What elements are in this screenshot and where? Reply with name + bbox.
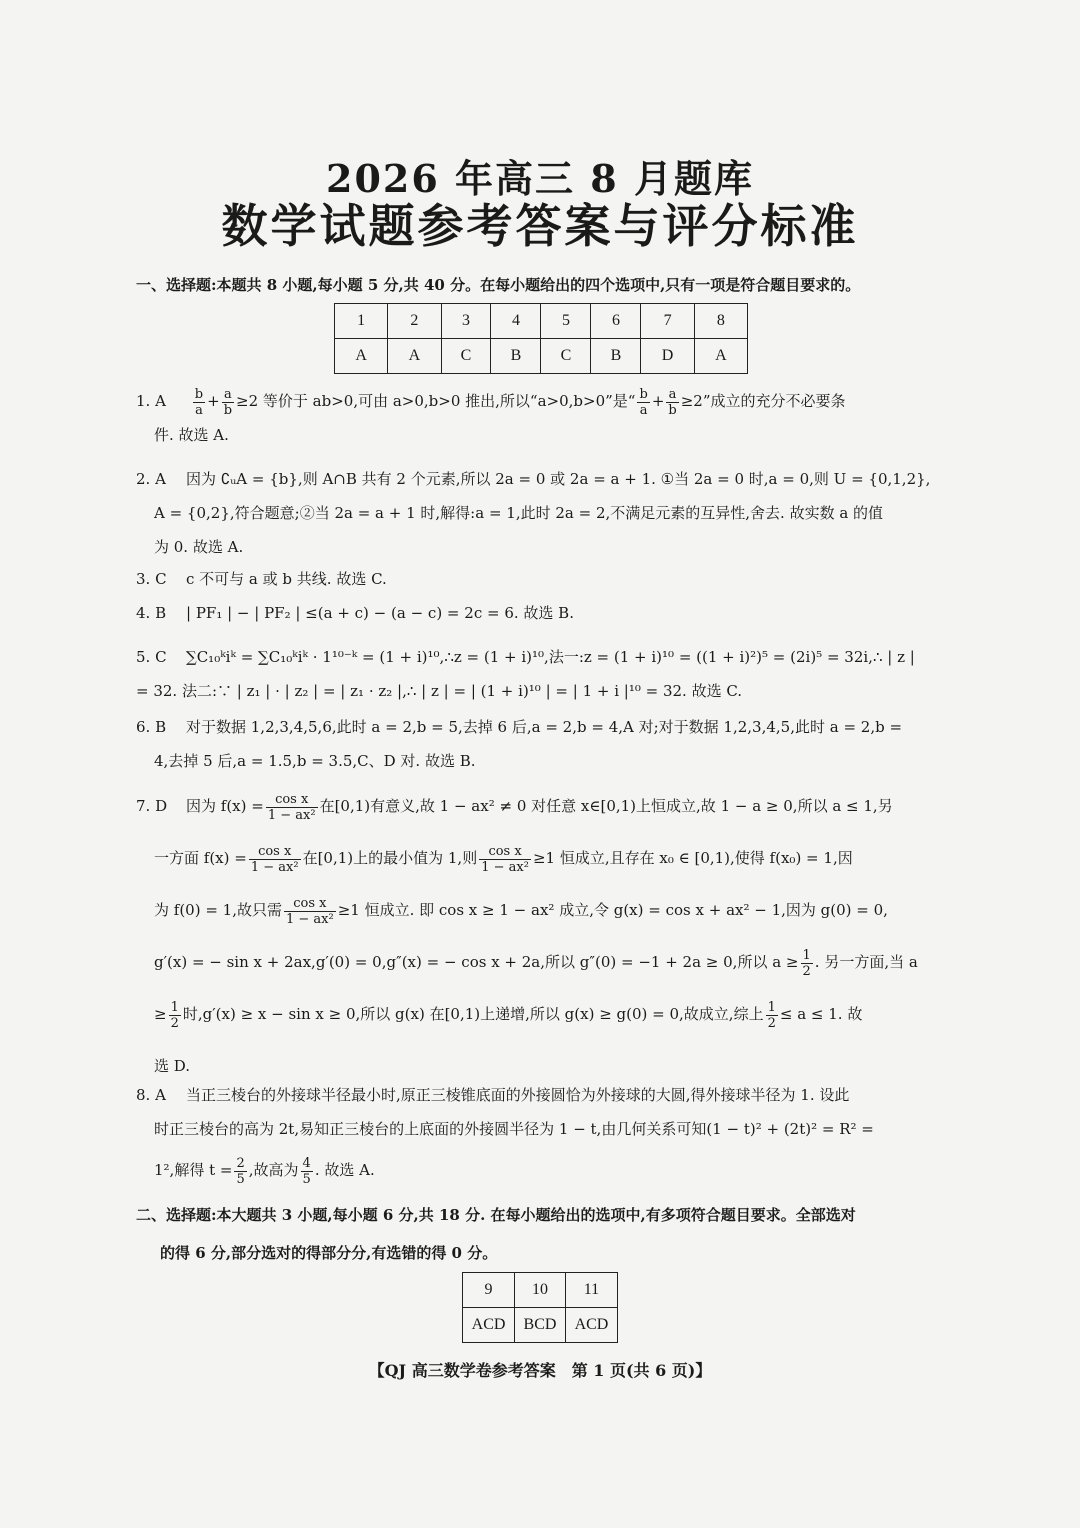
- table-cell: B: [491, 339, 541, 374]
- question-number: 6. B: [136, 718, 167, 736]
- fraction: $\frac{a}{b}$: [223, 386, 233, 418]
- solution-q2: 2. A 因为 ∁ᵤA = {b},则 A∩B 共有 2 个元素,所以 2a = 0 或 2a = a + 1. ①当 2a = 0 时,a = 0,则 U = {0,1,2}, A = {0,2},符合题意;②当 2a = a + 1 时,解得:a = 1,此时 2a = 2,不满足元素的互异性,舍去. 故实数 a 的值 为 0. 故选 A.: [136, 462, 946, 564]
- table-cell: 6: [591, 304, 641, 339]
- solution-q8: 8. A 当正三棱台的外接球半径最小时,原正三棱锥底面的外接圆恰为外接球的大圆,得外接球半径为 1. 设此 时正三棱台的高为 2t,易知正三棱台的上底面的外接圆半径为 1 − t,由几何关系可知(1 − t)² + (2t)² = R² = 1²,解得 t = $\frac{2}{5}$ ,故高为 $\frac{4}{5}$ . 故选 A.: [136, 1078, 946, 1194]
- fraction: $\frac{\text{cos x}}{\text{1 − ax²}}$: [267, 791, 316, 823]
- table-cell: 2: [388, 304, 441, 339]
- section1-instruction: 一、选择题:本题共 8 小题,每小题 5 分,共 40 分。在每小题给出的四个选项中,只有一项是符合题目要求的。: [136, 276, 861, 294]
- section1-answer-table: [334, 303, 748, 374]
- question-number: 1. A: [136, 392, 166, 410]
- question-number: 5. C: [136, 648, 167, 666]
- table-cell: 1: [335, 304, 388, 339]
- table-cell: A: [694, 339, 747, 374]
- table-row-answers: [335, 339, 748, 374]
- fraction: $\frac{4}{5}$: [302, 1155, 311, 1187]
- solution-q3: 3. C c 不可与 a 或 b 共线. 故选 C.: [136, 562, 946, 596]
- table-cell: C: [541, 339, 591, 374]
- table-cell: 8: [694, 304, 747, 339]
- page-title-line2: 数学试题参考答案与评分标准: [221, 199, 859, 253]
- fraction: $\frac{\text{cos x}}{\text{1 − ax²}}$: [285, 895, 334, 927]
- fraction: $\frac{\text{cos x}}{\text{1 − ax²}}$: [481, 843, 529, 875]
- solution-q1: 1. A $\frac{b}{a}$ + $\frac{a}{b}$ ≥2 等价于 ab>0,可由 a>0,b>0 推出,所以“a>0,b>0”是“ $\frac{b}{a}$ + $\frac{a}{b}$ ≥2”成立的充分不必要条 件. 故选 A.: [136, 384, 946, 452]
- solution-q7: 7. D 因为 f(x) = $\frac{\text{cos x}}{\text{1 − ax²}}$ 在[0,1)有意义,故 1 − ax² ≠ 0 对任意 x∈[0,1)上恒成立,故 1 − a ≥ 0,所以 a ≤ 1,另 一方面 f(x) = $\frac{\text{cos x}}{\text{1 − ax²}}$ 在[0,1)上的最小值为 1,则 $\frac{\text{cos x}}{\text{1 − ax²}}$ ≥1 恒成立,且存在 x₀ ∈ [0,1),使得 f(x₀) = 1,因 为 f(0) = 1,故只需 $\frac{\text{cos x}}{\text{1 − ax²}}$ ≥1 恒成立. 即 cos x ≥ 1 − ax² 成立,令 g(x) = cos x + ax² − 1,因为 g(0) = 0, g′(x) = − sin x + 2ax,g′(0) = 0,g″(x) = − cos x + 2a,所以 g″(0) = −1 + 2a ≥ 0,所以 a ≥ $\frac{1}{2}$ . 另一方面,当 a ≥ $\frac{1}{2}$ 时,g′(x) ≥ x − sin x ≥ 0,所以 g(x) 在[0,1)上递增,所以 g(x) ≥ g(0) = 0,故成立,综上 $\frac{1}{2}$ ≤ a ≤ 1. 故 选 D.: [136, 780, 946, 1092]
- solution-q6: 6. B 对于数据 1,2,3,4,5,6,此时 a = 2,b = 5,去掉 6 后,a = 2,b = 4,A 对;对于数据 1,2,3,4,5,此时 a = 2,b = 4,去掉 5 后,a = 1.5,b = 3.5,C、D 对. 故选 B.: [136, 710, 946, 778]
- table-cell: C: [441, 339, 491, 374]
- question-number: 2. A: [136, 470, 166, 488]
- table-cell: D: [641, 339, 694, 374]
- table-cell: 9: [463, 1273, 515, 1308]
- table-cell: B: [591, 339, 641, 374]
- fraction: $\frac{\text{cos x}}{\text{1 − ax²}}$: [250, 843, 299, 875]
- page-title-line1: 2026 年高三 8 月题库: [326, 156, 754, 201]
- fraction: $\frac{1}{2}$: [170, 999, 179, 1031]
- question-number: 4. B: [136, 604, 167, 622]
- table-cell: 5: [541, 304, 591, 339]
- fraction: $\frac{2}{5}$: [236, 1155, 245, 1187]
- question-number: 8. A: [136, 1086, 166, 1104]
- table-row-answers: [463, 1308, 618, 1343]
- page-footer: 【QJ 高三数学卷参考答案 第 1 页(共 6 页)】: [368, 1361, 712, 1380]
- table-cell: 3: [441, 304, 491, 339]
- table-cell: 10: [515, 1273, 566, 1308]
- solution-q5: 5. C ∑C₁₀ᵏiᵏ = ∑C₁₀ᵏiᵏ · 1¹⁰⁻ᵏ = (1 + i)¹⁰,∴z = (1 + i)¹⁰,法一:z = (1 + i)¹⁰ = ((1 + i)²)⁵ = (2i)⁵ = 32i,∴ | z | = 32. 法二:∵ | z₁ | · | z₂ | = | z₁ · z₂ |,∴ | z | = | (1 + i)¹⁰ | = | 1 + i |¹⁰ = 32. 故选 C.: [136, 640, 946, 708]
- fraction: $\frac{1}{2}$: [767, 999, 776, 1031]
- solution-q4: 4. B | PF₁ | − | PF₂ | ≤(a + c) − (a − c) = 2c = 6. 故选 B.: [136, 596, 946, 630]
- fraction: $\frac{b}{a}$: [639, 386, 648, 418]
- table-cell: A: [335, 339, 388, 374]
- fraction: $\frac{1}{2}$: [802, 947, 811, 979]
- question-number: 7. D: [136, 797, 168, 815]
- table-cell: 4: [491, 304, 541, 339]
- question-number: 3. C: [136, 570, 167, 588]
- table-cell: ACD: [463, 1308, 515, 1343]
- fraction: $\frac{b}{a}$: [194, 386, 204, 418]
- table-cell: 7: [641, 304, 694, 339]
- section2-answer-table: [462, 1272, 618, 1343]
- table-cell: 11: [565, 1273, 617, 1308]
- table-cell: BCD: [515, 1308, 566, 1343]
- table-cell: ACD: [565, 1308, 617, 1343]
- table-row-numbers: [335, 304, 748, 339]
- table-cell: A: [388, 339, 441, 374]
- fraction: $\frac{a}{b}$: [668, 386, 677, 418]
- table-row-numbers: [463, 1273, 618, 1308]
- section2-instruction: 二、选择题:本大题共 3 小题,每小题 6 分,共 18 分. 在每小题给出的选项中,有多项符合题目要求。全部选对 的得 6 分,部分选对的得部分分,有选错的得 0 分。: [136, 1206, 856, 1262]
